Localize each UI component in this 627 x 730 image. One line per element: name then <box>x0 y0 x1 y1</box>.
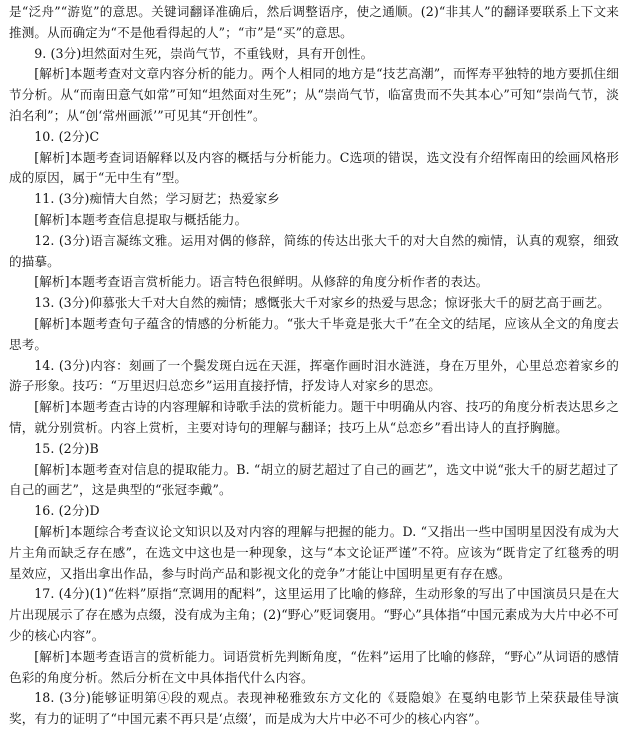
analysis-q9: [解析]本题考查对文章内容分析的能力。两个人相同的地方是“技艺高潮”，而恽寿平独特的地方要抓住细节分析。从“而南田意气如常”可知“坦然面对生死”；从“崇尚气节，临富贵而不失其本心”可知“崇尚气节，淡泊名利”；从“创‘常州画派’”可见其“开创性”。 <box>9 66 619 123</box>
answer-q11: 11. (3分)痴情大自然；学习厨艺；热爱家乡 <box>34 191 280 207</box>
answer-q16: 16. (2分)D <box>34 503 100 519</box>
answer-q13: 13. (3分)仰慕张大千对大自然的痴情；感慨张大千对家乡的热爱与思念；惊讶张大千的厨艺高于画艺。 <box>34 295 610 311</box>
analysis-q13: [解析]本题考查句子蕴含的情感的分析能力。“张大千毕竟是张大千”在全文的结尾，应该从全文的角度去思考。 <box>9 315 619 352</box>
analysis-q11: [解析]本题考查信息提取与概括能力。 <box>34 211 248 227</box>
analysis-q14: [解析]本题考查古诗的内容理解和诗歌手法的赏析能力。题干中明确从内容、技巧的角度分析表达思乡之情，就分别赏析。内容上赏析，主要对诗句的理解与翻译；技巧上从“总恋乡”看出诗人的直抒胸臆。 <box>9 399 619 435</box>
answer-q18: 18. (3分)能够证明第④段的观点。表现神秘雅致东方文化的《聂隐娘》在戛纳电影节上荣获最佳导演奖，有力的证明了“中国元素不再只是‘点缀’，而是成为大片中必不可少的核心内容”。 <box>9 690 619 727</box>
answer-q9: 9. (3分)坦然面对生死，崇尚气节，不重钱财，具有开创性。 <box>34 45 374 61</box>
answer-q10: 10. (2分)C <box>34 128 100 144</box>
analysis-q10: [解析]本题考查词语解释以及内容的概括与分析能力。C选项的错误，选文没有介绍恽南田的绘画风格形成的原因，属于“无中生有”型。 <box>9 149 619 186</box>
analysis-q15: [解析]本题考查对信息的提取能力。B. “胡立的厨艺超过了自己的画艺”，选文中说“张大千的厨艺超过了自己的画艺”，这是典型的“张冠李戴”。 <box>9 461 619 498</box>
answer-q14: 14. (3分)内容：刻画了一个鬓发斑白远在天涯，挥毫作画时泪水涟涟，身在万里外，心里总恋着家乡的游子形象。技巧：“万里迟归总恋乡”运用直接抒情，抒发诗人对家乡的思恋。 <box>9 357 619 394</box>
answer-q12: 12. (3分)语言凝练文雅。运用对偶的修辞，简练的传达出张大千的对大自然的痴情，认真的观察，细致的描摹。 <box>9 232 619 269</box>
answer-q15: 15. (2分)B <box>34 440 99 456</box>
answer-q17: 17. (4分)(1)“佐料”原指“烹调用的配料”，这里运用了比喻的修辞，生动形象的写出了中国演员只是在大片出现展示了存在感为点缀，没有成为主角；(2)“野心”贬词褒用。“野心”具体指“中国元素成为大片中必不可少的核心内容”。 <box>9 586 619 643</box>
paragraph-continuation: 是“泛舟”“游览”的意思。关键词翻译准确后，然后调整语序，使之通顺。(2)“非其人”的翻译要联系上下文来推测。从而确定为“不是他看得起的人”；“市”是“买”的意思。 <box>9 4 619 40</box>
analysis-q16: [解析]本题综合考查议论文知识以及对内容的理解与把握的能力。D. “又指出一些中国明星因没有成为大片主角而缺乏存在感”，在选文中这也是一种现象，这与“本文论证严谨”不符。应该为“既肯定了红毯秀的明星效应，又指出拿出作品，参与时尚产品和影视文化的竞争”才能让中国明星更有存在感。 <box>9 523 619 581</box>
analysis-q17: [解析]本题考查语言的赏析能力。词语赏析先判断角度，“佐料”运用了比喻的修辞，“野心”从词语的感情色彩的角度分析。然后分析在文中具体指代什么内容。 <box>9 648 619 685</box>
analysis-q12: [解析]本题考查语言赏析能力。语言特色很鲜明。从修辞的角度分析作者的表达。 <box>34 274 489 290</box>
